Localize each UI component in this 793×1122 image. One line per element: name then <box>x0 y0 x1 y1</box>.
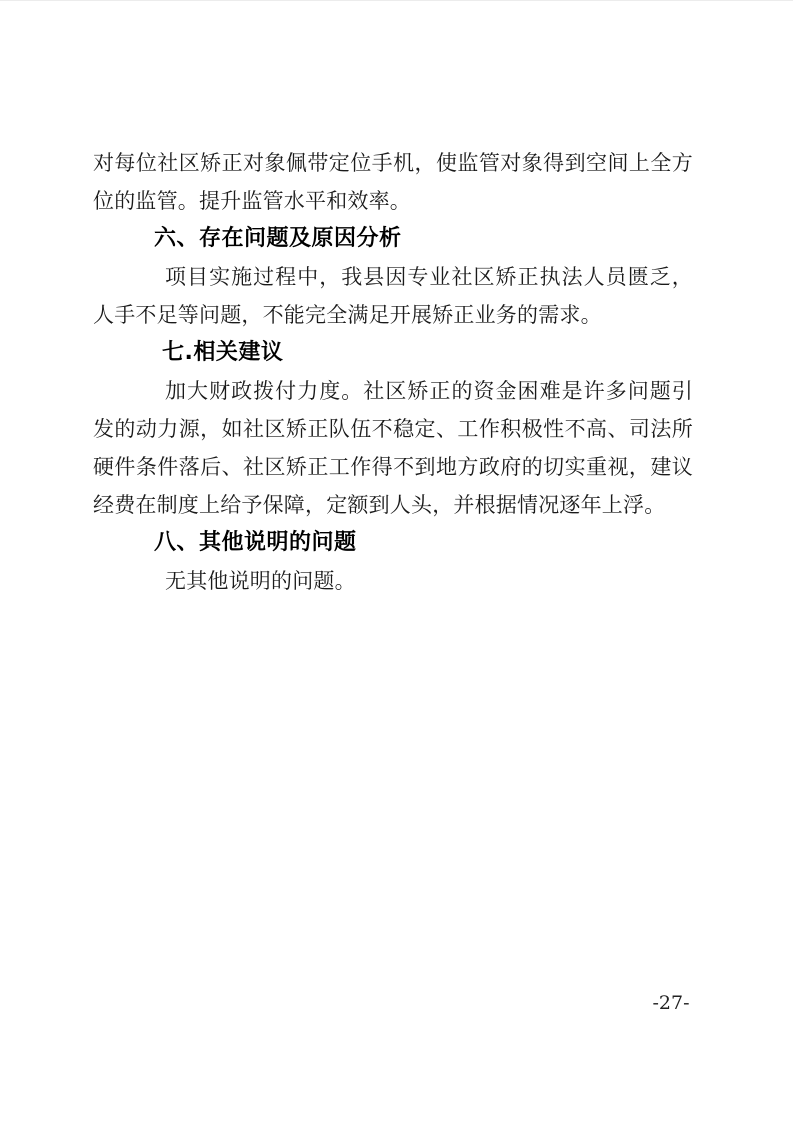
paragraph-section-8: 无其他说明的问题。 <box>165 569 356 593</box>
page-number: -27- <box>652 992 690 1014</box>
heading-section-7: 七.相关建议 <box>162 340 284 365</box>
paragraph-continuation: 对每位社区矫正对象佩带定位手机，使监管对象得到空间上全方位的监管。提升监管水平和效率。 <box>93 151 693 213</box>
paragraph-section-6: 项目实施过程中，我县因专业社区矫正执法人员匮乏，人手不足等问题，不能完全满足开展矫正业务的需求。 <box>93 265 693 327</box>
document-body <box>93 144 693 600</box>
heading-section-6: 六、存在问题及原因分析 <box>154 226 402 251</box>
paragraph-section-7: 加大财政拨付力度。社区矫正的资金困难是许多问题引发的动力源，如社区矫正队伍不稳定、工作积极性不高、司法所硬件条件落后、社区矫正工作得不到地方政府的切实重视，建议经费在制度上给予保障，定额到人头，并根据情况逐年上浮。 <box>93 379 693 517</box>
heading-section-8: 八、其他说明的问题 <box>154 530 357 555</box>
